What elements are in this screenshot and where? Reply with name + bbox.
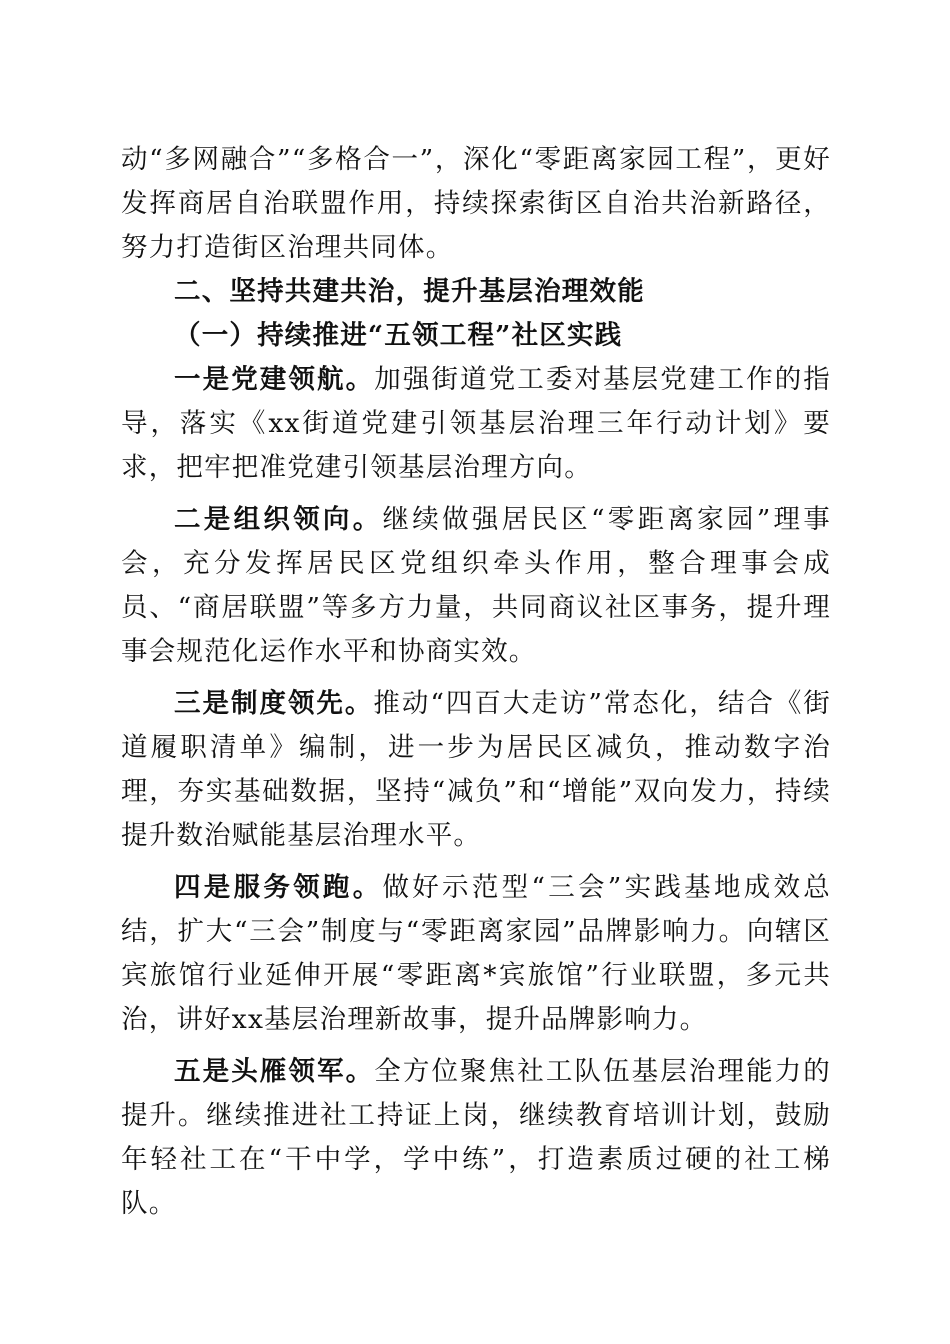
paragraph-lead: 二是组织领向。 [174,504,383,535]
paragraph-service [121,866,831,1042]
section-heading: 二、坚持共建共治，提升基层治理效能 [174,276,645,307]
subsection-heading: （一）持续推进“五领工程”社区实践 [174,320,623,351]
paragraph-lead: 四是服务领跑。 [174,872,383,903]
paragraph-lead: 一是党建领航。 [174,364,375,395]
paragraph-organization [121,498,831,674]
paragraph-system [121,682,831,858]
paragraph-body: 全方位聚焦社工队伍基层治理能力的提升。继续推进社工持证上岗，继续教育培训计划，鼓励年轻社工在“干中学，学中练”，打造素质过硬的社工梯队。 [121,1056,831,1219]
paragraph-leadership [121,1050,831,1226]
paragraph-body: 加强街道党工委对基层党建工作的指导，落实《xx街道党建引领基层治理三年行动计划》要求，把牢把准党建引领基层治理方向。 [121,364,831,483]
paragraph-lead: 五是头雁领军。 [174,1056,375,1087]
paragraph-continuation: 动“多网融合”“多格合一”，深化“零距离家园工程”，更好发挥商居自治联盟作用，持续探索街区自治共治新路径，努力打造街区治理共同体。 [121,144,831,263]
paragraph-body: 推动“四百大走访”常态化，结合《街道履职清单》编制，进一步为居民区减负，推动数字治理，夯实基础数据，坚持“减负”和“增能”双向发力，持续提升数治赋能基层治理水平。 [121,688,832,851]
paragraph-lead: 三是制度领先。 [174,688,374,719]
paragraph-body: 做好示范型“三会”实践基地成效总结，扩大“三会”制度与“零距离家园”品牌影响力。向辖区宾旅馆行业延伸开展“零距离*宾旅馆”行业联盟，多元共治，讲好xx基层治理新故事，提升品牌影响力。 [121,872,832,1035]
paragraph-body: 继续做强居民区“零距离家园”理事会，充分发挥居民区党组织牵头作用，整合理事会成员、“商居联盟”等多方力量，共同商议社区事务，提升理事会规范化运作水平和协商实效。 [121,504,832,667]
paragraph-party-building [121,358,831,490]
document-page [121,138,831,1226]
